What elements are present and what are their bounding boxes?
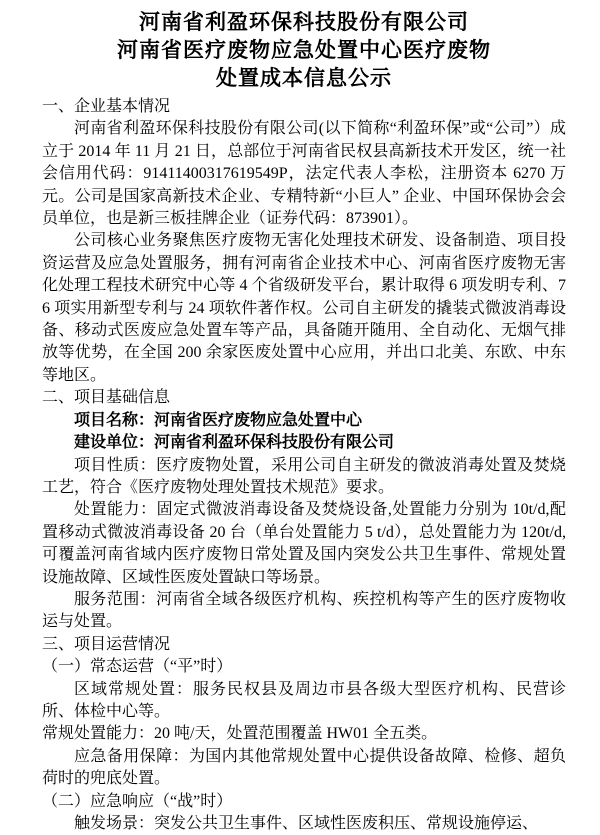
section-heading-project-operation: 三、项目运营情况 (42, 635, 171, 653)
document-title (42, 8, 566, 92)
section-heading-project-basics: 二、项目基础信息 (42, 389, 171, 407)
sub-heading-normal-operation: （一）常态运营（“平”时） (42, 658, 233, 676)
paragraph-disposal-capacity: 处置能力：固定式微波消毒设备及焚烧设备,处置能力分别为 10t/d,配置移动式微波消毒设备 20 台（单台处置能力 5 t/d），总处置能力为 120t/d,可覆盖河南省域内医疗废物日常处置及国内突发公共卫生事件、常规处置设施故障、区域性医废处置缺口等场景。 (42, 501, 566, 586)
document-title-line-1: 河南省利盈环保科技股份有限公司 (139, 10, 469, 34)
paragraph-emergency-backup: 应急备用保障：为国内其他常规处置中心提供设备故障、检修、超负荷时的兜底处置。 (42, 747, 566, 788)
paragraph-normal-capacity: 常规处置能力：20 吨/天，处置范围覆盖 HW01 全五类。 (42, 725, 438, 743)
paragraph-trigger-scenarios: 触发场景：突发公共卫生事件、区域性医废积压、常规设施停运、 (74, 815, 539, 832)
paragraph-company-overview: 河南省利盈环保科技股份有限公司(以下简称“利盈环保”或“公司”）成立于 2014 年 11 月 21 日，总部位于河南省民权县高新技术开发区，统一社会信用代码：91411400317619549P，法定代表人李松，注册资本 6270 万元。公司是国家高新技术企业、专精特新“小巨人” 企业、中国环保协会会员单位，也是新三板挂牌企业（证券代码：873901）。 (42, 120, 566, 228)
document-title-line-2: 河南省医疗废物应急处置中心医疗废物 (117, 38, 491, 62)
paragraph-service-scope: 服务范围：河南省全域各级医疗机构、疾控机构等产生的医疗废物收运与处置。 (42, 590, 566, 631)
paragraph-core-business: 公司核心业务聚焦医疗废物无害化处理技术研发、设备制造、项目投资运营及应急处置服务，拥有河南省企业技术中心、河南省医疗废物无害化处理工程技术研究中心等 4 个省级研发平台，累计取得 6 项发明专利、76 项实用新型专利与 24 项软件著作权。公司自主研发的撬装式微波消毒设备、移动式医废应急处置车等产品，具备随开随用、全自动化、无烟气排放等优势，在全国 200 余家医废处置中心应用，并出口北美、东欧、中东等地区。 (42, 232, 566, 384)
sub-heading-emergency-response: （二）应急响应（“战”时） (42, 792, 233, 810)
field-project-name: 项目名称：河南省医疗废物应急处置中心 (74, 411, 363, 429)
paragraph-regional-disposal: 区域常规处置：服务民权县及周边市县各级大型医疗机构、民营诊所、体检中心等。 (42, 680, 566, 720)
document-title-line-3: 处置成本信息公示 (216, 66, 392, 90)
paragraph-project-nature: 项目性质：医疗废物处置，采用公司自主研发的微波消毒处置及焚烧工艺，符合《医疗废物处理处置技术规范》要求。 (42, 456, 566, 496)
field-construction-unit: 建设单位：河南省利盈环保科技股份有限公司 (74, 434, 395, 452)
section-heading-company-profile: 一、企业基本情况 (42, 98, 171, 115)
